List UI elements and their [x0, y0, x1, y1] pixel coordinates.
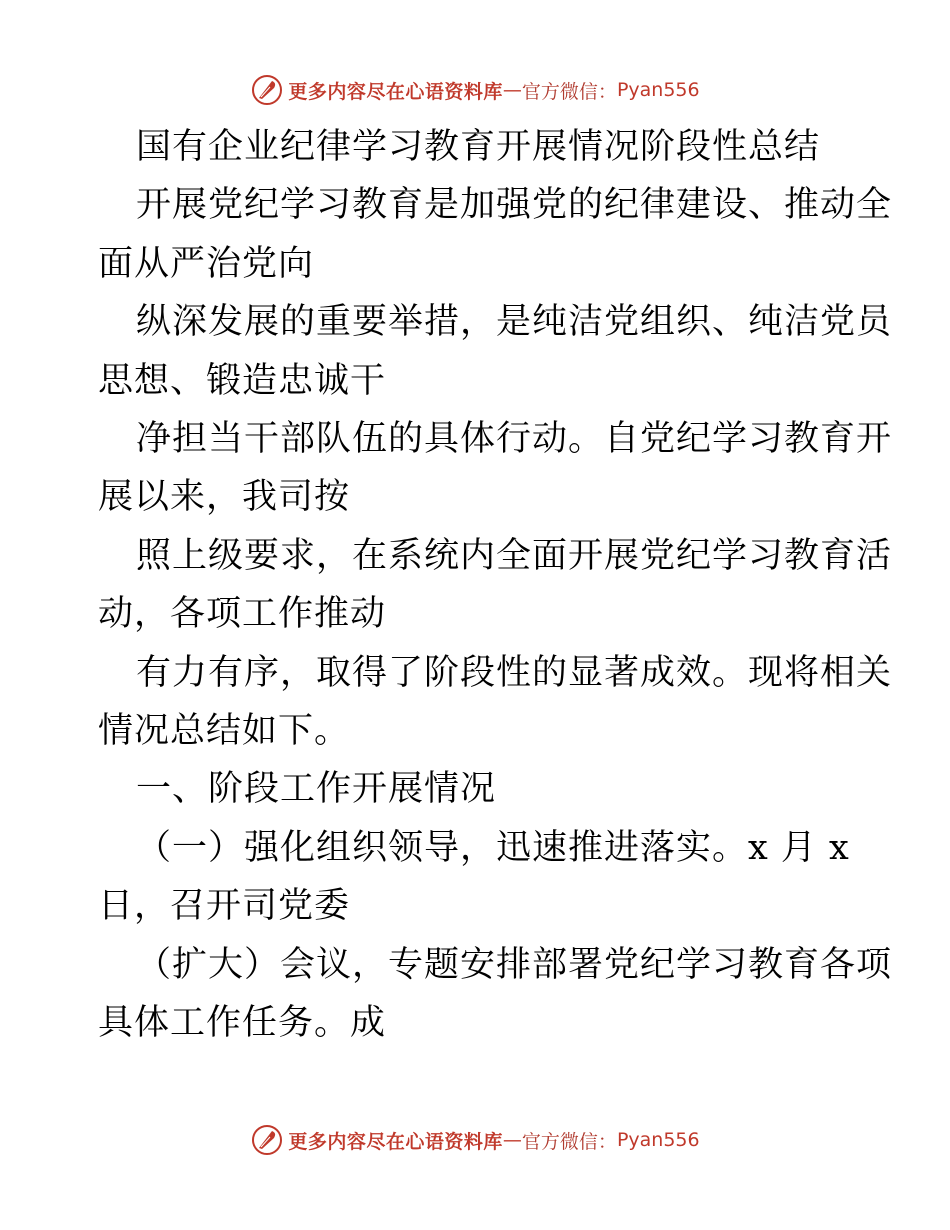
text-line: 情况总结如下。 [98, 711, 351, 752]
watermark-brand: 更多内容尽在心语资料库 [288, 80, 503, 103]
watermark-id: Pyan556 [616, 79, 700, 101]
text-line: 日，召开司党委 [98, 886, 351, 927]
text-line: （一）强化组织领导，迅速推进落实。x 月 x [136, 827, 850, 868]
text-line: 动，各项工作推动 [98, 594, 387, 635]
feather-pen-logo-icon [250, 1123, 284, 1157]
text-line: 思想、锻造忠诚干 [98, 360, 387, 401]
feather-pen-logo-icon [250, 73, 284, 107]
text-line: 具体工作任务。成 [98, 1003, 387, 1044]
watermark-dash: — [502, 79, 522, 101]
watermark-official: 官方微信： [521, 1130, 617, 1153]
text-line: 一、阶段工作开展情况 [136, 769, 497, 810]
text-line: 净担当干部队伍的具体行动。自党纪学习教育开 [136, 419, 893, 460]
text-line: 面从严治党向 [98, 243, 315, 284]
text-line: 有力有序，取得了阶段性的显著成效。现将相关 [136, 652, 893, 693]
watermark-header [0, 70, 950, 110]
text-line: 照上级要求，在系统内全面开展党纪学习教育活 [136, 535, 893, 576]
text-line: 国有企业纪律学习教育开展情况阶段性总结 [136, 127, 821, 167]
text-line: 纵深发展的重要举措，是纯洁党组织、纯洁党员 [136, 302, 893, 343]
text-line: 展以来，我司按 [98, 477, 351, 518]
watermark-official: 官方微信： [521, 80, 617, 103]
watermark-id: Pyan556 [616, 1129, 700, 1151]
document-body [98, 118, 893, 1053]
watermark-footer [0, 1120, 950, 1160]
text-line: （扩大）会议，专题安排部署党纪学习教育各项 [136, 944, 893, 985]
watermark-brand: 更多内容尽在心语资料库 [288, 1130, 503, 1153]
watermark-dash: — [502, 1129, 522, 1151]
text-line: 开展党纪学习教育是加强党的纪律建设、推动全 [136, 185, 893, 226]
